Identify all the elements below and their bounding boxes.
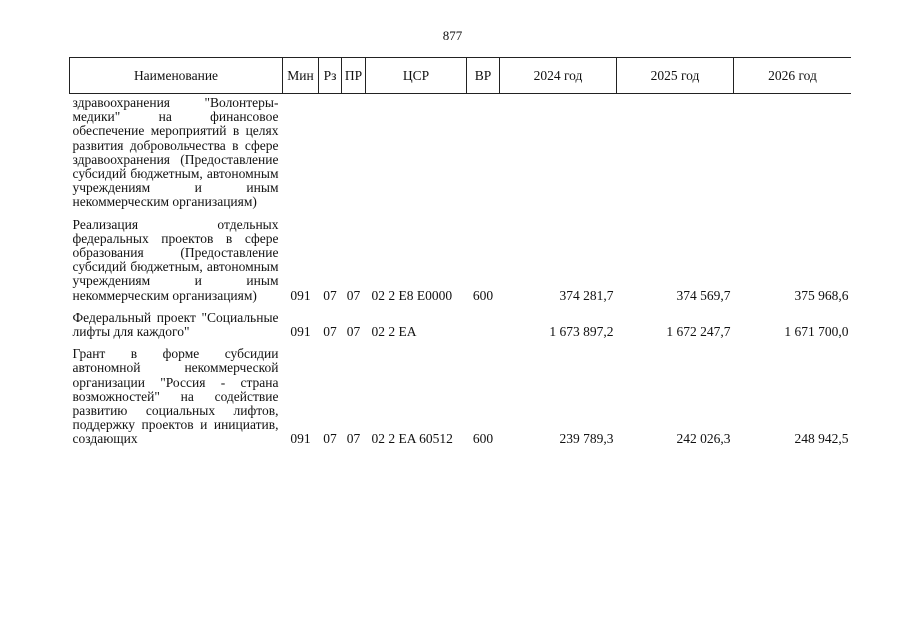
row-vr: [467, 94, 500, 218]
row-pr: 07: [346, 287, 361, 303]
row-rz: 07: [323, 324, 337, 340]
budget-table: [69, 57, 851, 447]
row-2026: [734, 94, 852, 218]
row-min: 091: [290, 431, 311, 447]
row-name: Федеральный проект "Социальные лифты для каждого": [72, 309, 279, 340]
table-header: [70, 58, 852, 94]
budget-table-container: [69, 57, 851, 640]
header-pr: ПР: [342, 58, 366, 94]
row-name: Грант в форме субсидии автономной некоммерческой организации "Россия - страна возможностей" на содействие развитию социальных лифтов, поддержку проектов и инициатив, создающих: [72, 346, 279, 447]
row-2025: 242 026,3: [676, 431, 731, 447]
table-row: [70, 347, 852, 446]
page-number: 877: [442, 28, 463, 43]
row-2025: 374 569,7: [676, 287, 731, 303]
row-name: Реализация отдельных федеральных проектов в сфере образования (Предоставление субсидий бюджетным, автономным учреждениям и иным некоммерческим организациям): [72, 216, 279, 303]
row-2024: 1 673 897,2: [549, 324, 614, 340]
header-2024: 2024 год: [500, 58, 617, 94]
header-2025: 2025 год: [617, 58, 734, 94]
row-2025: 1 672 247,7: [666, 324, 731, 340]
row-min: [283, 94, 319, 218]
row-rz: 07: [323, 287, 337, 303]
header-vr: ВР: [467, 58, 500, 94]
row-csr: 02 2 EA: [371, 324, 417, 340]
table-row: [70, 311, 852, 347]
header-name: Наименование: [70, 58, 283, 94]
header-min: Мин: [283, 58, 319, 94]
row-csr: 02 2 E8 E0000: [371, 287, 453, 303]
row-rz: [319, 94, 342, 218]
row-name: здравоохранения "Волонтеры-медики" на финансовое обеспечение мероприятий в целях развития добровольчества в сфере здравоохранения (Предоставление субсидий бюджетным, автономным учреждениям и иным некоммерческим организациям): [72, 95, 279, 210]
row-2026: 1 671 700,0: [784, 324, 849, 340]
table-row: [70, 94, 852, 218]
row-2025: [617, 94, 734, 218]
table-row: [70, 218, 852, 311]
row-pr: 07: [346, 431, 361, 447]
row-min: 091: [290, 287, 311, 303]
row-vr: 600: [472, 431, 494, 447]
row-2026: 375 968,6: [794, 287, 849, 303]
row-rz: 07: [323, 431, 337, 447]
row-2024: 239 789,3: [559, 431, 614, 447]
header-2026: 2026 год: [734, 58, 852, 94]
table-body: [70, 94, 852, 447]
row-2026: 248 942,5: [794, 431, 849, 447]
header-rz: Рз: [319, 58, 342, 94]
row-min: 091: [290, 324, 311, 340]
row-csr: [366, 94, 467, 218]
row-vr: [467, 311, 500, 347]
row-2024: [500, 94, 617, 218]
row-csr: 02 2 EA 60512: [371, 431, 453, 447]
row-vr: 600: [472, 287, 494, 303]
row-pr: 07: [346, 324, 361, 340]
header-csr: ЦСР: [366, 58, 467, 94]
row-2024: 374 281,7: [559, 287, 614, 303]
row-pr: [342, 94, 366, 218]
